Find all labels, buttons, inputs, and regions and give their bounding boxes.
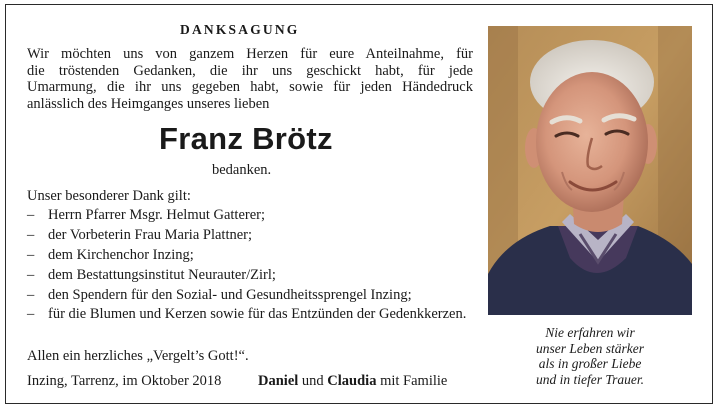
verse-line: und in tiefer Trauer. <box>535 371 644 387</box>
family-signature <box>258 373 447 390</box>
verse <box>488 325 692 387</box>
intro-line: Umarmung, die ihr uns gegeben habt, sowie für jeden Händedruck <box>27 79 473 95</box>
dash-bullet: – <box>27 286 35 303</box>
thanks-item <box>27 247 477 264</box>
thanks-list <box>27 207 477 326</box>
dash-bullet: – <box>27 246 35 263</box>
dash-bullet: – <box>27 266 35 283</box>
verse-line: Nie erfahren wir <box>545 325 635 340</box>
dash-bullet: – <box>27 226 35 243</box>
notice-heading: DANKSAGUNG <box>180 22 300 37</box>
family-name-1: Daniel <box>258 373 299 389</box>
thanks-item-text: Herrn Pfarrer Msgr. Helmut Gatterer; <box>48 207 266 223</box>
intro-paragraph <box>27 46 473 112</box>
family-suffix: mit Familie <box>380 373 448 389</box>
thanks-item-text: den Spendern für den Sozial- und Gesundheitssprengel Inzing; <box>48 286 412 303</box>
deceased-name: Franz Brötz <box>159 121 333 156</box>
thanks-item <box>27 267 477 284</box>
portrait-photo <box>488 26 692 315</box>
thanks-item-text: für die Blumen und Kerzen sowie für das Entzünden der Gedenkkerzen. <box>48 306 467 323</box>
intro-line: anlässlich des Heimganges unseres lieben <box>27 95 270 112</box>
verse-line: unser Leben stärker <box>536 340 644 356</box>
thanks-item <box>27 287 477 304</box>
thanks-item <box>27 227 477 244</box>
thanks-item-text: dem Bestattungsinstitut Neurauter/Zirl; <box>48 266 276 283</box>
thanks-item-text: dem Kirchenchor Inzing; <box>48 246 194 263</box>
family-name-2: Claudia <box>327 373 377 389</box>
family-connector: und <box>301 373 324 389</box>
bedanken-text: bedanken. <box>212 162 272 178</box>
thanks-item <box>27 306 477 323</box>
special-thanks-label: Unser besonderer Dank gilt: <box>27 188 191 204</box>
place-date: Inzing, Tarrenz, im Oktober 2018 <box>27 373 222 389</box>
dash-bullet: – <box>27 207 35 223</box>
thanks-item-text: der Vorbeterin Frau Maria Plattner; <box>48 226 253 243</box>
intro-line: die tröstenden Gedanken, die ihr uns geschickt habt, für jede <box>27 62 473 79</box>
closing-line: Allen ein herzliches „Vergelt’s Gott!“. <box>27 348 249 364</box>
thanks-item <box>27 207 477 224</box>
verse-line: als in großer Liebe <box>538 356 642 371</box>
dash-bullet: – <box>27 306 35 323</box>
intro-line: Wir möchten uns von ganzem Herzen für eure Anteilnahme, für <box>27 46 473 62</box>
